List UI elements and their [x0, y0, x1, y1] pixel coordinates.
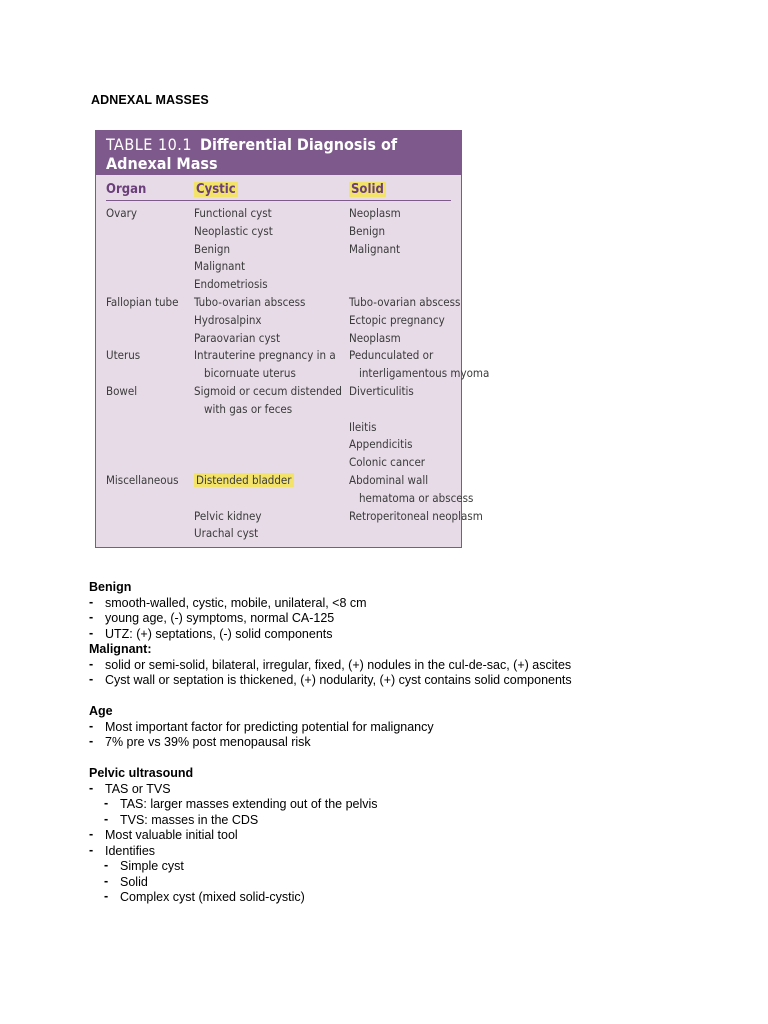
cystic-entry: Functional cyst	[194, 206, 272, 220]
organ-cell	[106, 294, 179, 312]
dash-bullet: -	[89, 625, 94, 640]
solid-cell	[349, 472, 483, 525]
organ-label: Uterus	[106, 348, 141, 363]
solid-entry: hematoma or abscess	[359, 490, 474, 505]
solid-entry: Neoplasm	[349, 206, 401, 220]
cystic-cell	[194, 205, 273, 294]
list-item	[89, 844, 749, 860]
list-item-text: Complex cyst (mixed solid-cystic)	[120, 890, 305, 904]
solid-cell	[349, 205, 401, 258]
list-item-text: smooth-walled, cystic, mobile, unilateral, <8 cm	[105, 595, 367, 610]
solid-entry: interligamentous myoma	[359, 366, 490, 381]
dash-bullet: -	[89, 842, 94, 857]
cystic-entry: Paraovarian cyst	[194, 330, 281, 345]
section-title-benign: Benign	[89, 580, 132, 594]
solid-entry: Abdominal wall	[349, 472, 429, 487]
header-cystic: Cystic	[196, 182, 236, 197]
sub-list-item	[89, 859, 749, 875]
table-title-line1: Differential Diagnosis of	[199, 135, 398, 154]
dash-bullet: -	[89, 734, 94, 748]
section-title-pelvic-ultrasound: Pelvic ultrasound	[89, 766, 194, 780]
list-item-text: UTZ: (+) septations, (-) solid components	[105, 626, 333, 641]
list-item	[89, 611, 749, 627]
cystic-entry: Pelvic kidney	[194, 508, 262, 523]
table-row-bowel	[96, 383, 461, 472]
cystic-entry: Intrauterine pregnancy in a	[194, 348, 336, 363]
dash-bullet: -	[104, 873, 109, 888]
list-item-text: Identifies	[105, 843, 156, 858]
list-item-text: Cyst wall or septation is thickened, (+) nodularity, (+) cyst contains solid components	[105, 673, 572, 687]
solid-entry: Neoplasm	[349, 330, 401, 345]
list-item	[89, 658, 749, 674]
list-item	[89, 673, 749, 689]
sub-list-item	[89, 813, 749, 829]
organ-label: Ovary	[106, 206, 137, 220]
table-row-fallopian-tube	[96, 294, 461, 347]
list-item-text: 7% pre vs 39% post menopausal risk	[105, 735, 311, 749]
cystic-entry-highlighted: Distended bladder	[196, 472, 292, 487]
list-item-text: solid or semi-solid, bilateral, irregular, fixed, (+) nodules in the cul-de-sac, (+) ascites	[105, 657, 572, 672]
dash-bullet: -	[89, 780, 94, 795]
cystic-entry: Malignant	[194, 259, 246, 274]
solid-entry: Malignant	[349, 241, 401, 256]
list-item	[89, 720, 749, 736]
organ-cell	[106, 472, 179, 490]
organ-label: Miscellaneous	[106, 472, 179, 487]
cystic-cell	[194, 347, 336, 383]
list-item	[89, 596, 749, 612]
list-item-text: young age, (-) symptoms, normal CA-125	[105, 611, 335, 625]
solid-cell	[349, 383, 425, 472]
solid-entry: Tubo-ovarian abscess	[349, 295, 461, 309]
section-title-age: Age	[89, 704, 113, 718]
dash-bullet: -	[89, 827, 94, 841]
sub-list-item	[89, 890, 749, 906]
list-item	[89, 828, 749, 844]
solid-entry: Ileitis	[349, 419, 377, 434]
solid-entry: Retroperitoneal neoplasm	[349, 508, 483, 523]
solid-entry: Appendicitis	[349, 437, 413, 452]
list-item-text: TAS or TVS	[105, 781, 171, 796]
list-item-text: Simple cyst	[120, 859, 184, 873]
sub-list-item	[89, 875, 749, 891]
solid-cell	[349, 294, 460, 347]
solid-entry: Pedunculated or	[349, 348, 434, 363]
dash-bullet: -	[104, 889, 109, 903]
cystic-entry: Hydrosalpinx	[194, 312, 262, 327]
solid-entry: Diverticulitis	[349, 383, 414, 398]
table-number: TABLE 10.1	[106, 135, 192, 154]
dash-bullet: -	[89, 672, 94, 686]
organ-label: Bowel	[106, 383, 138, 398]
table-row-miscellaneous	[96, 472, 483, 543]
cystic-cell	[194, 383, 342, 419]
table-body	[96, 205, 490, 543]
cystic-entry: Benign	[194, 241, 231, 256]
dash-bullet: -	[104, 796, 109, 810]
organ-cell	[106, 347, 140, 365]
solid-entry: Ectopic pregnancy	[349, 312, 445, 327]
table-column-headers	[106, 182, 451, 201]
dash-bullet: -	[89, 656, 94, 671]
page-title: ADNEXAL MASSES	[91, 93, 209, 107]
dash-bullet: -	[89, 718, 94, 733]
cystic-entry: Urachal cyst	[194, 526, 259, 541]
header-organ: Organ	[106, 182, 147, 197]
header-solid: Solid	[351, 182, 384, 197]
notes-section	[89, 580, 749, 906]
dash-bullet: -	[89, 610, 94, 624]
list-item	[89, 735, 749, 751]
list-item-text: TAS: larger masses extending out of the pelvis	[120, 797, 378, 811]
table-row-uterus	[96, 347, 490, 383]
solid-entry: Colonic cancer	[349, 455, 426, 470]
section-title-malignant: Malignant:	[89, 642, 152, 656]
organ-label: Fallopian tube	[106, 295, 179, 309]
list-item-text: Solid	[120, 874, 148, 889]
cystic-entry: Tubo-ovarian abscess	[194, 295, 306, 309]
cystic-cell	[194, 472, 294, 543]
table-header	[96, 131, 461, 175]
table-row-ovary	[96, 205, 461, 294]
dash-bullet: -	[104, 811, 109, 826]
differential-diagnosis-table	[95, 130, 490, 548]
cystic-entry: Neoplastic cyst	[194, 223, 273, 238]
list-item-text: Most valuable initial tool	[105, 828, 238, 842]
list-item	[89, 627, 749, 643]
table-title-line2: Adnexal Mass	[106, 154, 218, 173]
sub-list-item	[89, 797, 749, 813]
cystic-cell	[194, 294, 305, 347]
list-item-text: TVS: masses in the CDS	[120, 812, 259, 827]
list-item	[89, 782, 749, 798]
dash-bullet: -	[104, 858, 109, 872]
solid-cell	[349, 347, 489, 383]
solid-entry: Benign	[349, 223, 386, 238]
organ-cell	[106, 205, 137, 223]
cystic-entry: bicornuate uterus	[204, 366, 296, 381]
cystic-entry: Endometriosis	[194, 277, 268, 292]
cystic-entry: Sigmoid or cecum distended	[194, 383, 343, 398]
organ-cell	[106, 383, 137, 401]
list-item-text: Most important factor for predicting potential for malignancy	[105, 719, 434, 734]
cystic-entry: with gas or feces	[204, 401, 293, 416]
dash-bullet: -	[89, 594, 94, 609]
